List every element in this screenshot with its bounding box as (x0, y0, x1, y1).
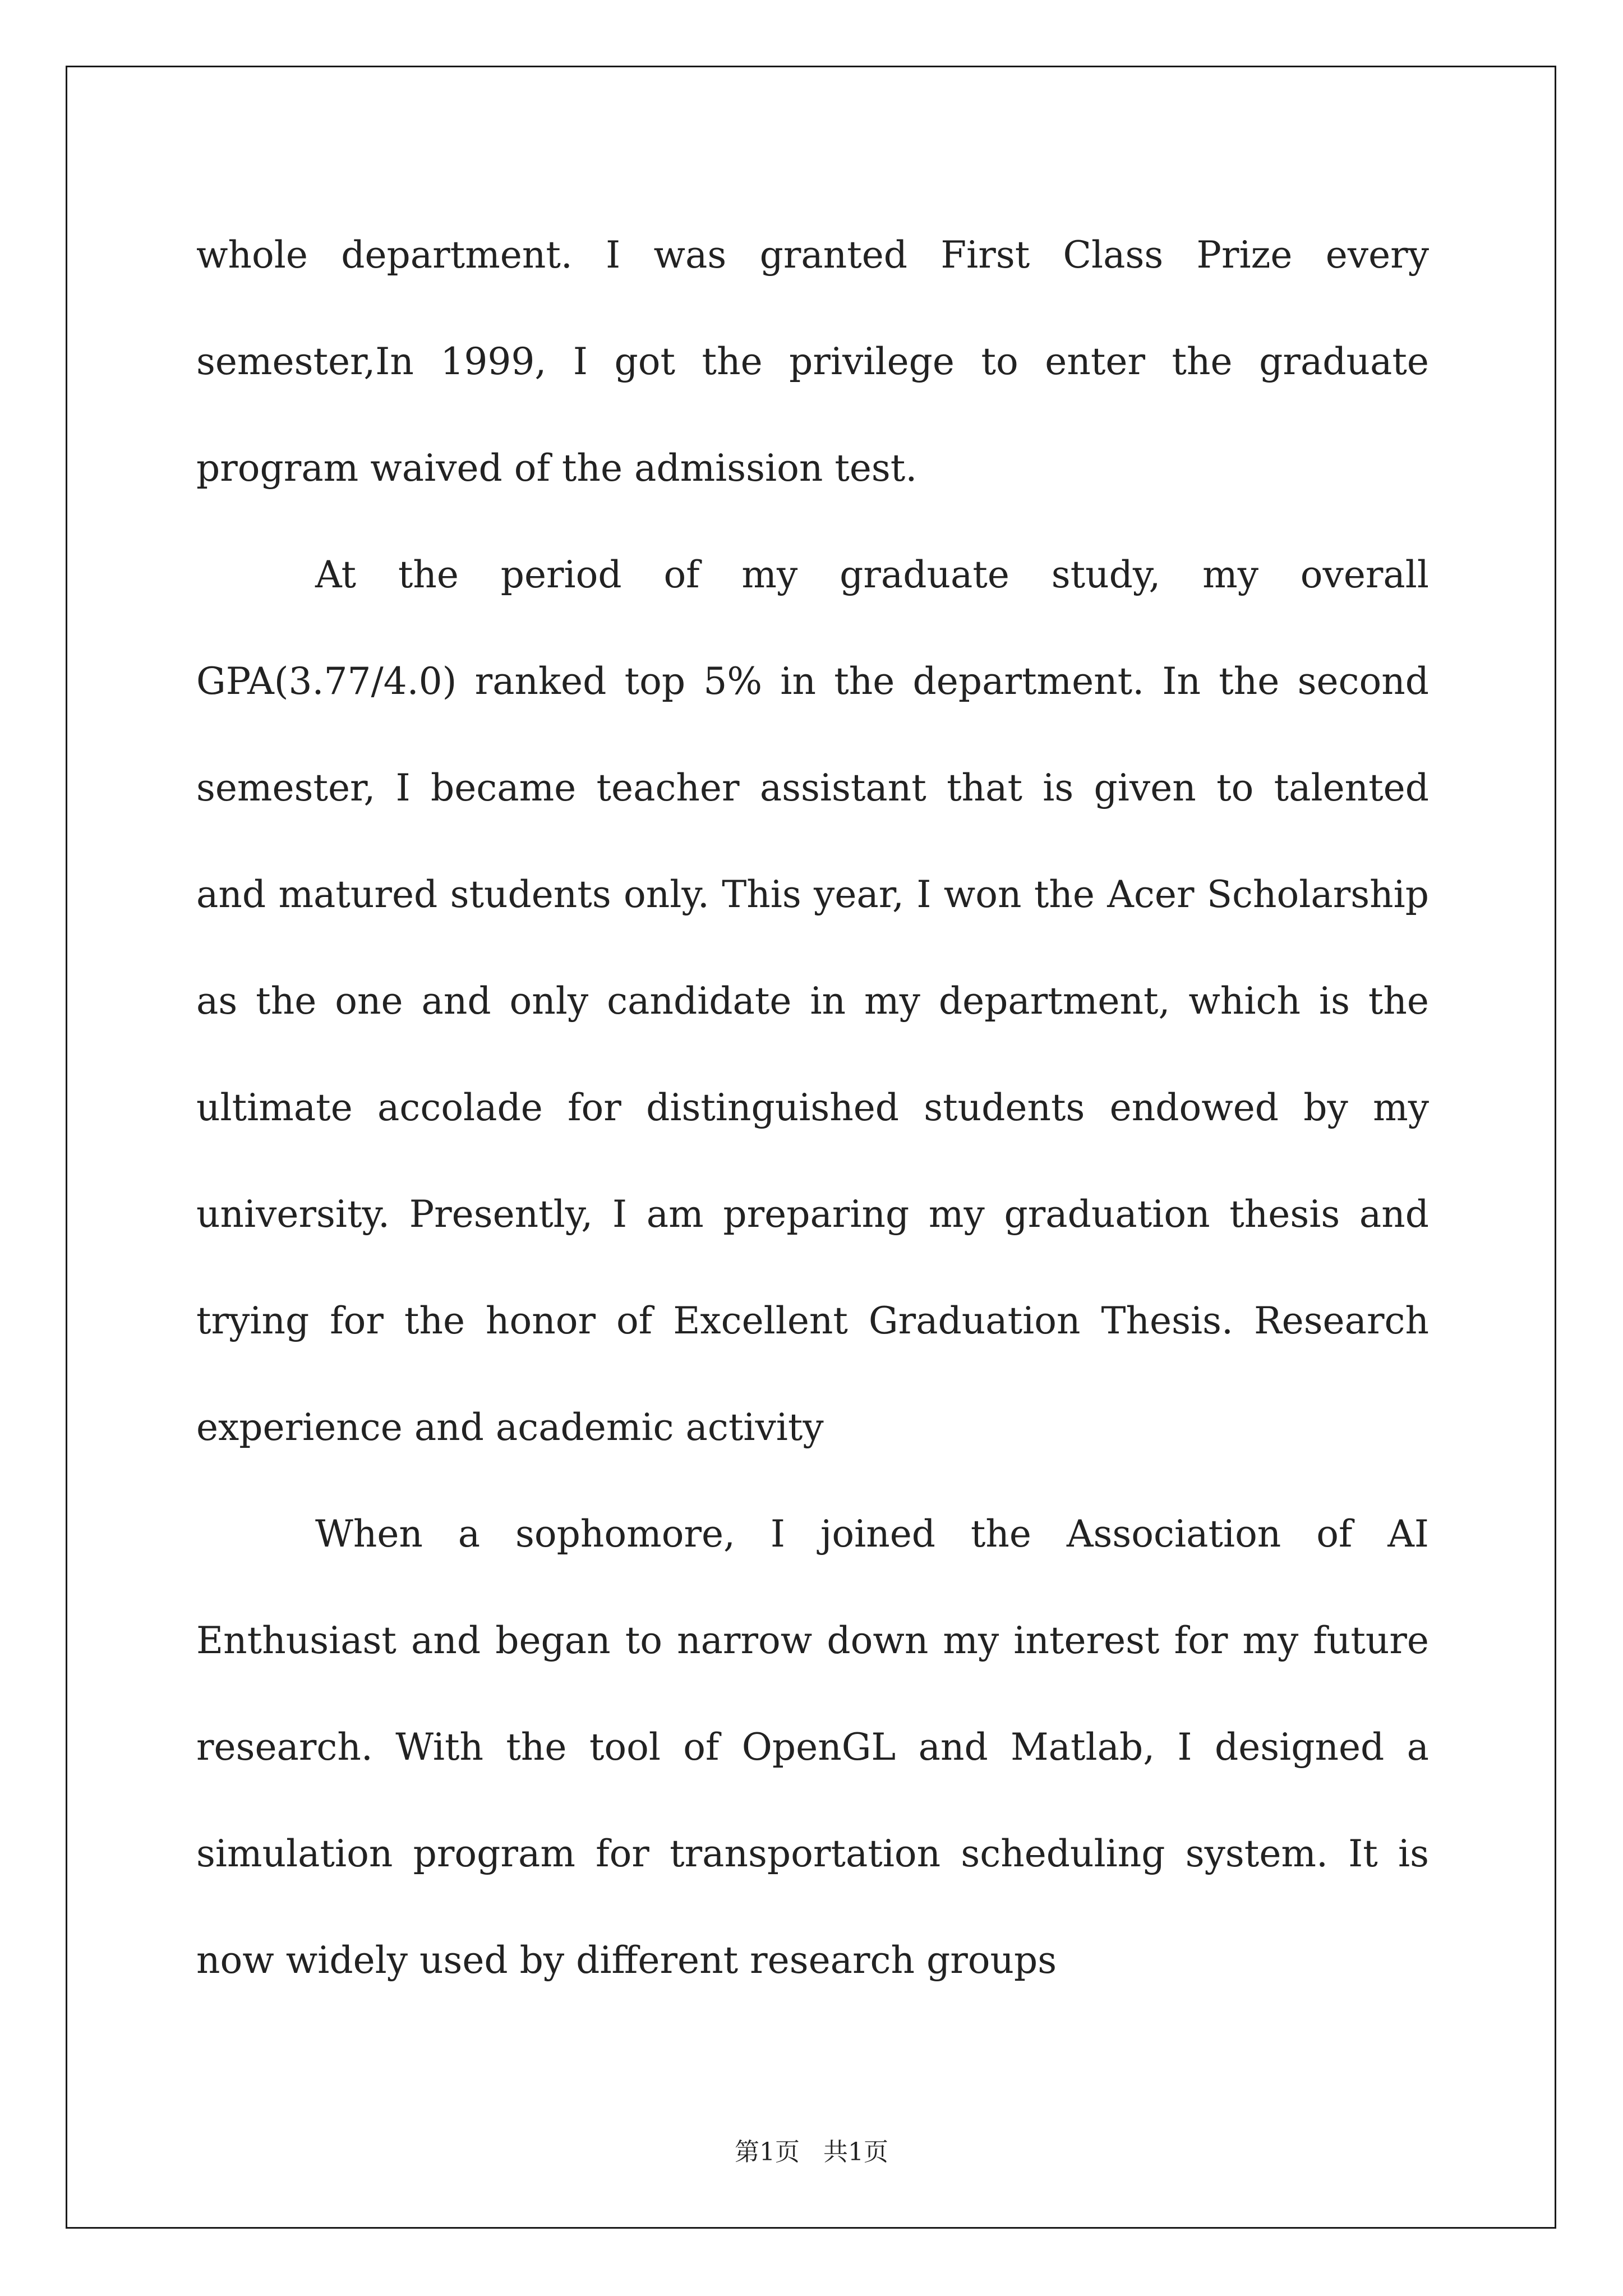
page-number-footer: 第1页 共1页 (735, 2138, 888, 2166)
paragraph-awards: whole department. I was granted First Class Prize every semester,In 1999, I got the privilege to enter the graduate program waived of the admission test. (196, 233, 1429, 490)
document-body (196, 202, 1429, 2014)
paragraph-graduate-study: At the period of my graduate study, my overall GPA(3.77/4.0) ranked top 5% in the department. In the second semester, I became teacher assistant that is given to talented and matured students only. This year, I won the Acer Scholarship as the one and only candidate in my department, which is the ultimate accolade for distinguished students endowed by my university. Presently, I am preparing my graduation thesis and trying for the honor of Excellent Graduation Thesis. Research experience and academic activity (196, 553, 1429, 1449)
paragraph-research-experience: When a sophomore, I joined the Association of AI Enthusiast and began to narrow down my interest for my future research. With the tool of OpenGL and Matlab, I designed a simulation program for transportation scheduling system. It is now widely used by different research groups (196, 1512, 1429, 1982)
